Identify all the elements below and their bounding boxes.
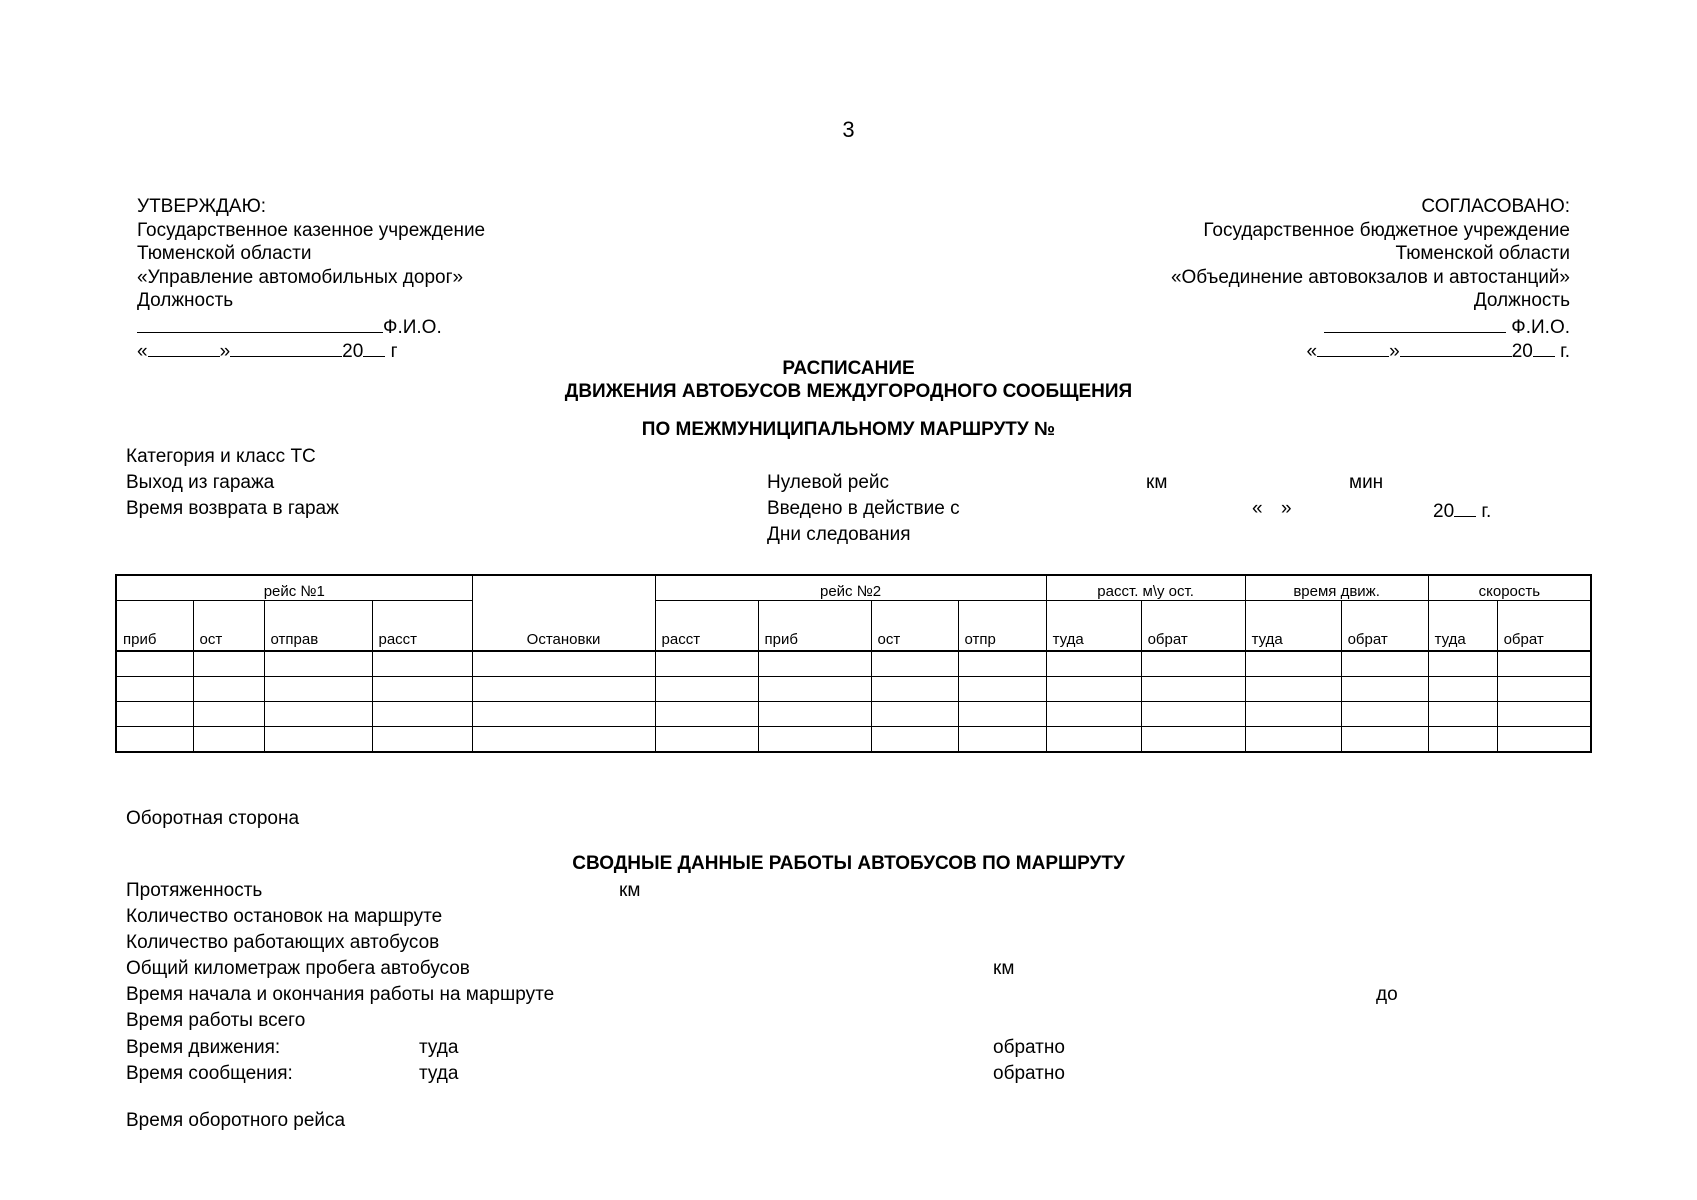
schedule-table xyxy=(115,574,1592,753)
zero-trip-min: мин xyxy=(1349,472,1384,493)
table-row xyxy=(116,677,1591,702)
date-suffix: г xyxy=(385,340,398,362)
group-stops-empty xyxy=(472,575,655,601)
effective-from-label: Введено в действие с xyxy=(767,498,960,519)
col-speed-there: туда xyxy=(1428,601,1497,652)
total-mileage-unit: км xyxy=(993,958,1015,979)
col-dist-there: туда xyxy=(1046,601,1141,652)
approve-org-line3: «Управление автомобильных дорог» xyxy=(137,266,464,288)
date-year: 20 xyxy=(342,340,364,362)
stops-count-label: Количество остановок на маршруте xyxy=(126,906,443,927)
col-distance-2: расст xyxy=(655,601,758,652)
agree-date-line xyxy=(1171,337,1570,361)
signature-blank xyxy=(137,313,383,333)
days-label: Дни следования xyxy=(767,524,911,545)
col-arrival-1: приб xyxy=(116,601,193,652)
total-mileage-label: Общий километраж пробега автобусов xyxy=(126,958,470,979)
reverse-side-label: Оборотная сторона xyxy=(126,808,300,829)
table-column-header-row xyxy=(116,601,1591,652)
col-dist-back: обрат xyxy=(1141,601,1245,652)
message-time-back: обратно xyxy=(993,1063,1065,1084)
col-stops: Остановки xyxy=(472,601,655,652)
table-group-header-row xyxy=(116,575,1591,601)
zero-trip-label: Нулевой рейс xyxy=(767,472,890,493)
work-until-label: до xyxy=(1376,984,1398,1005)
approve-position: Должность xyxy=(137,290,234,312)
col-departure-1: отправ xyxy=(264,601,372,652)
group-trip1: рейс №1 xyxy=(116,575,472,601)
col-arrival-2: приб xyxy=(758,601,871,652)
move-time-label: Время движения: xyxy=(126,1037,281,1058)
effective-year: 20 г. xyxy=(1433,497,1491,523)
date-suffix: г. xyxy=(1554,340,1570,362)
document-subtitle: ДВИЖЕНИЯ АВТОБУСОВ МЕЖДУГОРОДНОГО СООБЩЕНИЯ xyxy=(564,381,1133,402)
date-year: 20 xyxy=(1511,340,1533,362)
agree-fio: Ф.И.О. xyxy=(1506,316,1570,338)
agree-signature-line xyxy=(1171,313,1570,337)
month-blank xyxy=(1400,337,1512,357)
date-quote-open: « xyxy=(1306,340,1318,362)
length-unit: км xyxy=(619,880,641,901)
date-quote-close: » xyxy=(219,340,231,362)
month-blank xyxy=(230,337,342,357)
date-quote-close: » xyxy=(1389,340,1400,362)
table-row xyxy=(116,651,1591,677)
day-blank xyxy=(1317,337,1389,357)
garage-return-label: Время возврата в гараж xyxy=(126,498,339,519)
effective-quote-close: » xyxy=(1281,498,1292,519)
year-blank xyxy=(363,337,385,357)
approve-heading: УТВЕРЖДАЮ: xyxy=(137,196,267,217)
message-time-label: Время сообщения: xyxy=(126,1063,293,1084)
category-label: Категория и класс ТС xyxy=(126,446,316,467)
col-time-there: туда xyxy=(1245,601,1341,652)
summary-title: СВОДНЫЕ ДАННЫЕ РАБОТЫ АВТОБУСОВ ПО МАРШРУТУ xyxy=(572,853,1125,874)
col-stop-1: ост xyxy=(193,601,264,652)
col-distance-1: расст xyxy=(372,601,472,652)
agree-org-line3: «Объединение автовокзалов и автостанций» xyxy=(1170,266,1570,288)
group-dist-between: расст. м\у ост. xyxy=(1046,575,1245,601)
approve-date-line xyxy=(137,337,485,361)
agree-block xyxy=(1171,195,1570,360)
work-total-label: Время работы всего xyxy=(126,1010,306,1031)
col-speed-back: обрат xyxy=(1497,601,1591,652)
signature-blank xyxy=(1324,313,1506,333)
page-number: 3 xyxy=(842,117,855,142)
document-title: РАСПИСАНИЕ xyxy=(782,358,915,379)
col-stop-2: ост xyxy=(871,601,958,652)
day-blank xyxy=(148,337,220,357)
message-time-there: туда xyxy=(419,1063,459,1084)
col-departure-2: отпр xyxy=(958,601,1046,652)
group-move-time: время движ. xyxy=(1245,575,1428,601)
round-trip-time-label: Время оборотного рейса xyxy=(126,1110,346,1131)
move-time-back: обратно xyxy=(993,1037,1065,1058)
agree-heading: СОГЛАСОВАНО: xyxy=(1421,196,1570,217)
group-speed: скорость xyxy=(1428,575,1591,601)
date-quote-open: « xyxy=(137,340,148,362)
buses-count-label: Количество работающих автобусов xyxy=(126,932,440,953)
approve-fio: Ф.И.О. xyxy=(383,316,442,338)
col-time-back: обрат xyxy=(1341,601,1428,652)
approve-block xyxy=(137,195,485,360)
agree-position: Должность xyxy=(1473,290,1570,312)
move-time-there: туда xyxy=(419,1037,459,1058)
garage-exit-label: Выход из гаража xyxy=(126,472,275,493)
route-title: ПО МЕЖМУНИЦИПАЛЬНОМУ МАРШРУТУ № xyxy=(641,419,1056,440)
agree-org-line1: Государственное бюджетное учреждение xyxy=(1203,219,1570,241)
approve-signature-line xyxy=(137,313,485,337)
zero-trip-km: км xyxy=(1146,472,1168,493)
group-trip2: рейс №2 xyxy=(655,575,1046,601)
length-label: Протяженность xyxy=(126,880,263,901)
table-row xyxy=(116,727,1591,753)
table-row xyxy=(116,702,1591,727)
year-blank xyxy=(1533,337,1555,357)
work-start-end-label: Время начала и окончания работы на маршруте xyxy=(126,984,555,1005)
effective-quote-open: « xyxy=(1252,498,1263,519)
agree-org-line2: Тюменской области xyxy=(1395,243,1570,265)
approve-org-line2: Тюменской области xyxy=(137,243,312,265)
approve-org-line1: Государственное казенное учреждение xyxy=(137,219,486,241)
